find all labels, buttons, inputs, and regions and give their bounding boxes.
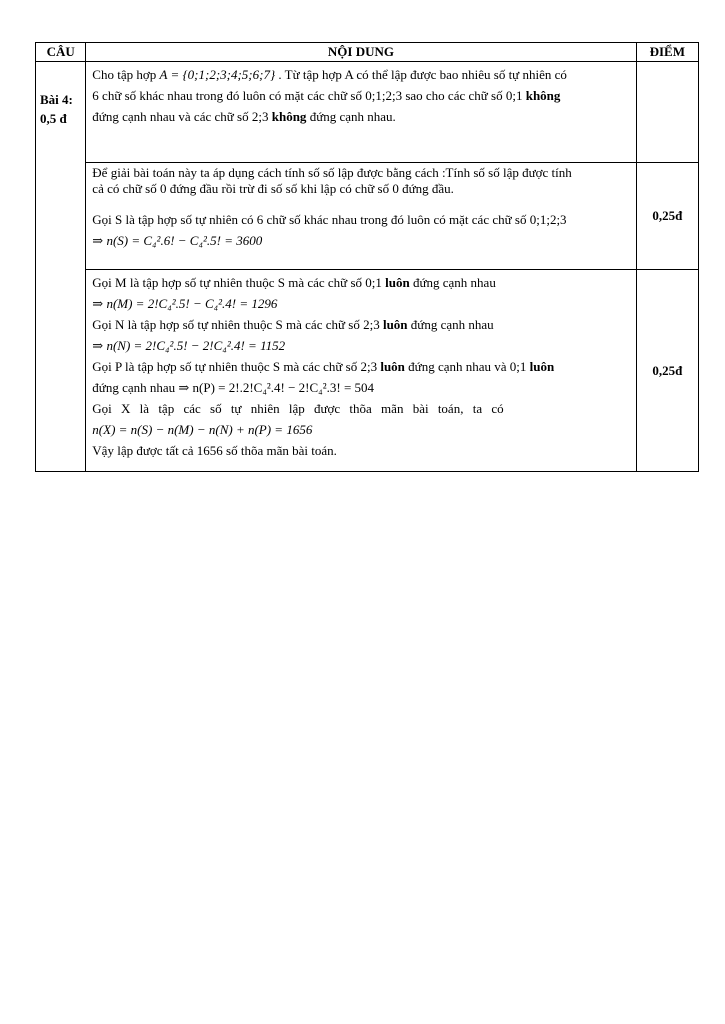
emphasis-text: luôn bbox=[385, 275, 410, 290]
score-cell-empty bbox=[636, 62, 698, 163]
question-number: Bài 4: bbox=[40, 92, 73, 107]
score-cell: 0,25đ bbox=[636, 270, 698, 472]
solution-step-1 bbox=[86, 163, 636, 270]
table-row bbox=[36, 163, 699, 270]
emphasis-text: luôn bbox=[529, 359, 555, 374]
problem-text: Cho tập hợp bbox=[92, 67, 160, 82]
emphasis-text: không bbox=[271, 109, 307, 124]
step-text: đứng cạnh nhau bbox=[407, 317, 494, 332]
emphasis-text: không bbox=[525, 88, 561, 103]
formula-n-p: đứng cạnh nhau ⇒ n(P) = 2!.2!C₄².4! − 2!C₄².3! = 504 bbox=[92, 380, 375, 395]
formula-n-x: n(X) = n(S) − n(M) − n(N) + n(P) = 1656 bbox=[92, 422, 313, 437]
question-label-cell bbox=[36, 62, 86, 472]
header-noi-dung: NỘI DUNG bbox=[86, 43, 636, 62]
step-text: Để giải bài toán này ta áp dụng cách tính số số lập được bằng cách :Tính số số lập được tính bbox=[92, 165, 572, 180]
solution-step-2 bbox=[86, 270, 636, 472]
problem-text: 6 chữ số khác nhau trong đó luôn có mặt các chữ số 0;1;2;3 sao cho các chữ số 0;1 bbox=[92, 88, 526, 103]
step-text: Gọi N là tập hợp số tự nhiên thuộc S mà các chữ số 2;3 bbox=[92, 317, 383, 332]
emphasis-text: luôn bbox=[382, 317, 408, 332]
answer-table bbox=[35, 42, 699, 472]
table-header-row bbox=[36, 43, 699, 62]
step-text: cả có chữ số 0 đứng đầu rồi trừ đi số số khi lập có chữ số 0 đứng đầu. bbox=[92, 181, 454, 196]
formula-n-m: ⇒ n(M) = 2!C₄².5! − C₄².4! = 1296 bbox=[92, 296, 278, 311]
conclusion-text: Vậy lập được tất cả 1656 số thõa mãn bài toán. bbox=[92, 443, 337, 458]
set-a-formula: A = {0;1;2;3;4;5;6;7} bbox=[159, 67, 276, 82]
step-text: Gọi M là tập hợp số tự nhiên thuộc S mà các chữ số 0;1 bbox=[92, 275, 386, 290]
problem-text: đứng cạnh nhau và các chữ số 2;3 bbox=[92, 109, 272, 124]
step-text: Gọi S là tập hợp số tự nhiên có 6 chữ số khác nhau trong đó luôn có mặt các chữ số 0;1;2;3 bbox=[92, 212, 567, 227]
problem-text: đứng cạnh nhau. bbox=[306, 109, 396, 124]
formula-n-s: ⇒ n(S) = C₄².6! − C₄².5! = 3600 bbox=[92, 233, 263, 248]
problem-statement bbox=[86, 62, 636, 163]
step-text: đứng cạnh nhau bbox=[409, 275, 496, 290]
header-diem: ĐIỂM bbox=[636, 43, 698, 62]
problem-text: . Từ tập hợp A có thể lập được bao nhiêu số tự nhiên có bbox=[275, 67, 567, 82]
score-cell: 0,25đ bbox=[636, 163, 698, 270]
formula-n-n: ⇒ n(N) = 2!C₄².5! − 2!C₄².4! = 1152 bbox=[92, 338, 286, 353]
step-text: đứng cạnh nhau và 0;1 bbox=[404, 359, 530, 374]
table-row bbox=[36, 270, 699, 472]
header-cau: CÂU bbox=[36, 43, 86, 62]
table-row bbox=[36, 62, 699, 163]
emphasis-text: luôn bbox=[380, 359, 405, 374]
step-text: Gọi P là tập hợp số tự nhiên thuộc S mà các chữ số 2;3 bbox=[92, 359, 381, 374]
step-text: Gọi X là tập các số tự nhiên lập được thõa mãn bài toán, ta có bbox=[92, 401, 504, 416]
question-points: 0,5 đ bbox=[40, 111, 67, 126]
